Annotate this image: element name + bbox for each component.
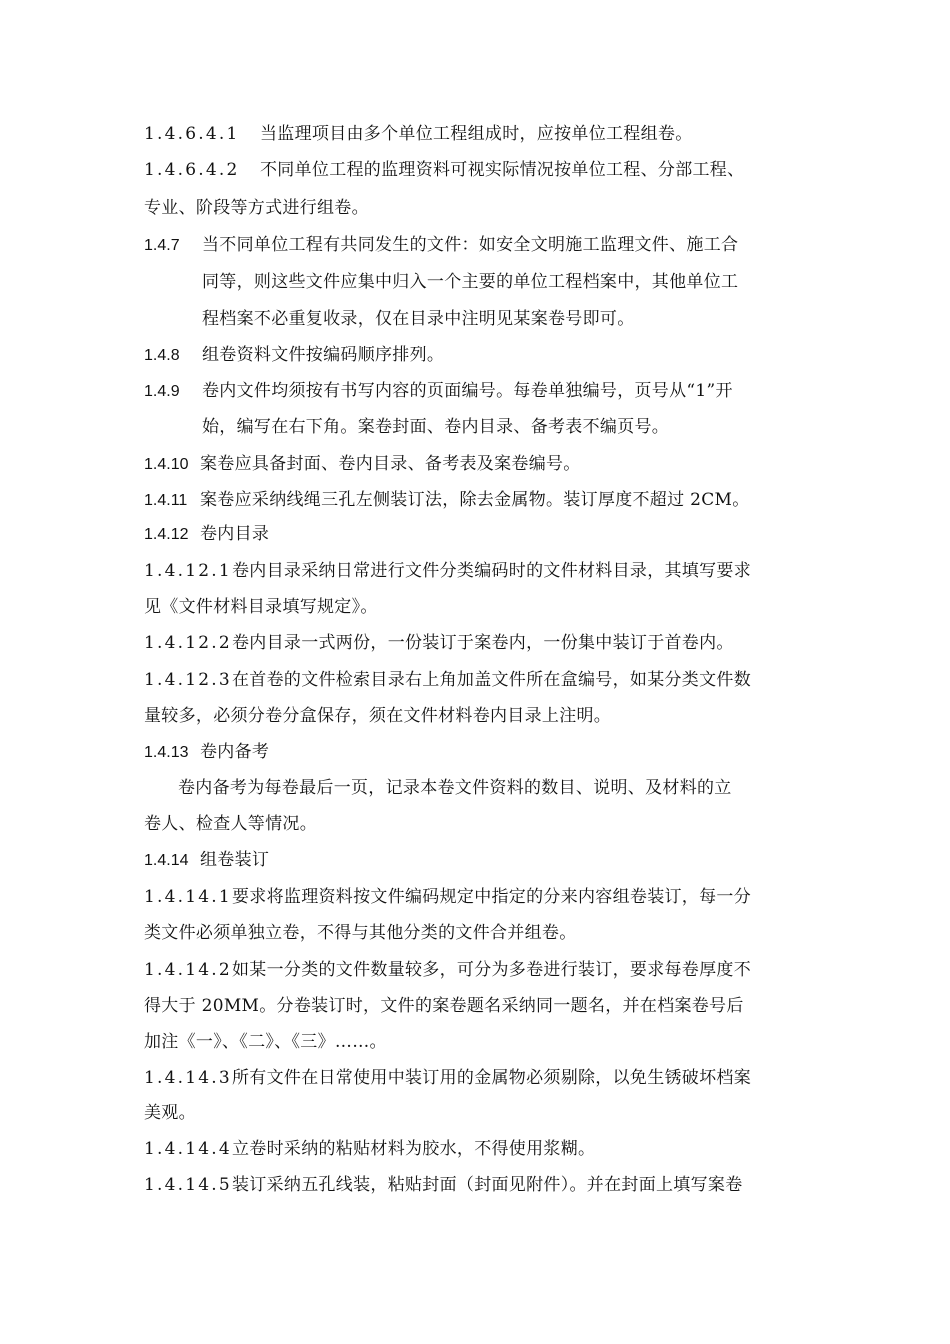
paragraph-line xyxy=(144,1173,743,1197)
line-text: 量较多，必须分卷分盒保存，须在文件材料卷内目录上注明。 xyxy=(144,706,612,726)
paragraph-line xyxy=(144,958,751,982)
paragraph-line xyxy=(178,776,732,800)
paragraph-line xyxy=(144,452,581,477)
line-text: 装订采纳五孔线装，粘贴封面（封面见附件）。并在封面上填写案卷 xyxy=(232,1175,743,1195)
line-text: 组卷资料文件按编码顺序排列。 xyxy=(202,345,445,365)
section-number: 1.4.14.1 xyxy=(144,887,232,907)
section-number: 1.4.11 xyxy=(144,492,188,509)
line-text: 卷内目录采纳日常进行文件分类编码时的文件材料目录，其填写要求 xyxy=(232,561,751,581)
section-number: 1.4.13 xyxy=(144,744,189,761)
line-text: 当监理项目由多个单位工程组成时，应按单位工程组卷。 xyxy=(260,124,693,144)
paragraph-line xyxy=(202,270,738,294)
line-text: 始，编写在右下角。案卷封面、卷内目录、备考表不编页号。 xyxy=(202,417,670,437)
line-text: 所有文件在日常使用中装订用的金属物必须剔除，以免生锈破坏档案 xyxy=(232,1068,751,1088)
line-text: 卷内目录 xyxy=(200,524,270,544)
paragraph-line xyxy=(144,1101,196,1125)
paragraph-line xyxy=(144,379,733,404)
paragraph-line xyxy=(144,559,751,583)
paragraph-line xyxy=(144,668,751,692)
section-number: 1.4.14 xyxy=(144,852,189,869)
paragraph-line xyxy=(144,1137,595,1161)
paragraph-line xyxy=(144,158,744,182)
paragraph-line xyxy=(144,522,269,547)
paragraph-line xyxy=(144,595,378,619)
paragraph-line xyxy=(144,994,744,1018)
paragraph-line xyxy=(144,704,611,728)
section-number: 1.4.6.4.1 xyxy=(144,124,240,144)
paragraph-line xyxy=(144,122,693,146)
line-text: 见《文件材料目录填写规定》。 xyxy=(144,597,378,617)
paragraph-line xyxy=(202,307,635,331)
line-text: 不同单位工程的监理资料可视实际情况按单位工程、分部工程、 xyxy=(260,160,745,180)
section-number: 1.4.6.4.2 xyxy=(144,160,240,180)
line-text: 在首卷的文件检索目录右上角加盖文件所在盒编号，如某分类文件数 xyxy=(232,670,751,690)
line-text: 要求将监理资料按文件编码规定中指定的分来内容组卷装订，每一分 xyxy=(232,887,751,907)
line-text: 立卷时采纳的粘贴材料为胶水，不得使用浆糊。 xyxy=(232,1139,596,1159)
paragraph-line xyxy=(144,343,444,368)
line-text: 得大于 20MM。分卷装订时，文件的案卷题名采纳同一题名，并在档案卷号后 xyxy=(144,996,744,1016)
line-text: 当不同单位工程有共同发生的文件：如安全文明施工监理文件、施工合 xyxy=(202,235,739,255)
line-text: 如某一分类的文件数量较多，可分为多卷进行装订，要求每卷厚度不 xyxy=(232,960,751,980)
paragraph-line xyxy=(144,885,751,909)
line-text: 专业、阶段等方式进行组卷。 xyxy=(144,198,369,218)
section-number: 1.4.14.5 xyxy=(144,1175,232,1195)
line-text: 程档案不必重复收录，仅在目录中注明见某案卷号即可。 xyxy=(202,309,635,329)
section-number: 1.4.12 xyxy=(144,526,189,543)
paragraph-line xyxy=(144,848,269,873)
section-number: 1.4.7 xyxy=(144,237,180,254)
paragraph-line xyxy=(144,196,369,220)
section-number: 1.4.9 xyxy=(144,383,180,400)
line-text: 同等，则这些文件应集中归入一个主要的单位工程档案中，其他单位工 xyxy=(202,272,739,292)
paragraph-line xyxy=(144,740,269,765)
paragraph-line xyxy=(144,488,750,513)
section-number: 1.4.12.1 xyxy=(144,561,232,581)
line-text: 美观。 xyxy=(144,1103,196,1123)
section-number: 1.4.10 xyxy=(144,456,189,473)
paragraph-line xyxy=(144,812,317,836)
line-text: 组卷装订 xyxy=(200,850,270,870)
paragraph-line xyxy=(144,1030,387,1054)
paragraph-line xyxy=(202,415,669,439)
section-number: 1.4.12.2 xyxy=(144,633,232,653)
paragraph-line xyxy=(144,1066,751,1090)
line-text: 卷内备考 xyxy=(200,742,270,762)
section-number: 1.4.14.4 xyxy=(144,1139,232,1159)
line-text: 案卷应采纳线绳三孔左侧装订法，除去金属物。装订厚度不超过 2CM。 xyxy=(200,490,750,510)
line-text: 类文件必须单独立卷，不得与其他分类的文件合并组卷。 xyxy=(144,923,577,943)
section-number: 1.4.14.3 xyxy=(144,1068,232,1088)
line-text: 案卷应具备封面、卷内目录、备考表及案卷编号。 xyxy=(200,454,581,474)
section-number: 1.4.14.2 xyxy=(144,960,232,980)
section-number: 1.4.12.3 xyxy=(144,670,232,690)
paragraph-line xyxy=(144,921,577,945)
line-text: 卷内备考为每卷最后一页，记录本卷文件资料的数目、说明、及材料的立 xyxy=(178,778,732,798)
line-text: 加注《一》、《二》、《三》……。 xyxy=(144,1032,387,1052)
paragraph-line xyxy=(144,631,734,655)
line-text: 卷人、检查人等情况。 xyxy=(144,814,317,834)
section-number: 1.4.8 xyxy=(144,347,180,364)
paragraph-line xyxy=(144,233,738,258)
line-text: 卷内目录一式两份，一份装订于案卷内，一份集中装订于首卷内。 xyxy=(232,633,734,653)
line-text: 卷内文件均须按有书写内容的页面编号。每卷单独编号，页号从“1”开 xyxy=(202,381,733,401)
